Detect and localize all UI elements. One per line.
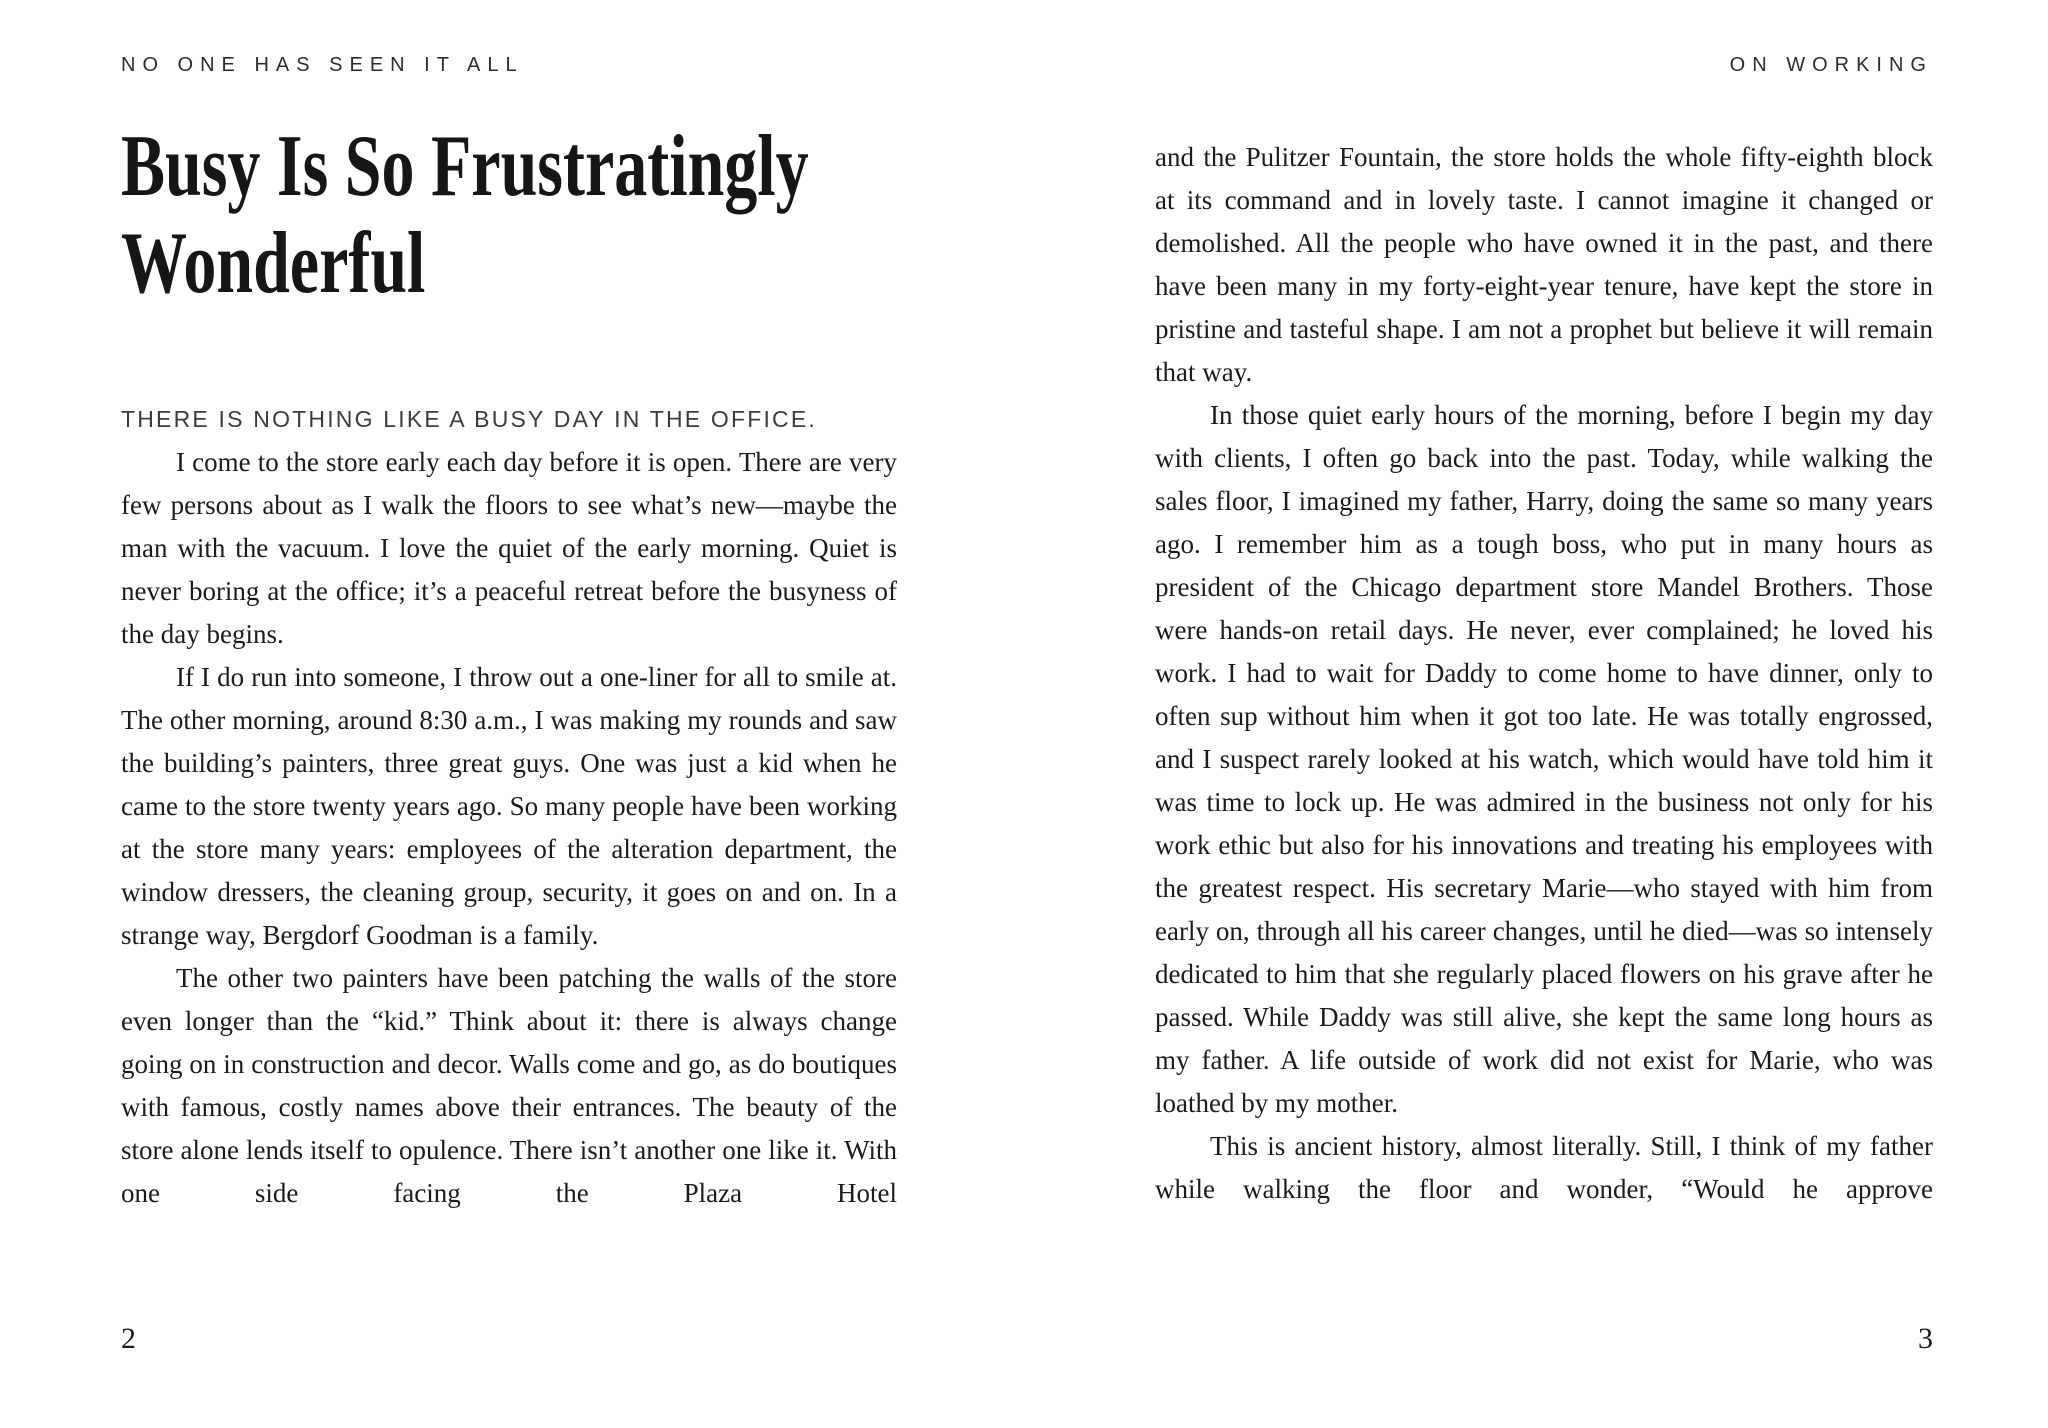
lead-in-line: THERE IS NOTHING LIKE A BUSY DAY IN THE OFFICE. <box>121 406 817 432</box>
running-header-left: NO ONE HAS SEEN IT ALL <box>121 54 524 76</box>
right-page <box>1155 0 1933 1428</box>
page-number-right: 3 <box>1918 1322 1933 1355</box>
left-page-body <box>121 398 897 1215</box>
body-paragraph: and the Pulitzer Fountain, the store holds the whole fifty-eighth block at its command and in lovely taste. I cannot imagine it changed or demolished. All the people who have owned it in the past, and there have been many in my forty-eight-year tenure, have kept the store in pristine and tasteful shape. I am not a prophet but believe it will remain that way. <box>1155 142 1933 387</box>
body-paragraph: I come to the store early each day before it is open. There are very few persons about as I walk the floors to see what’s new—maybe the man with the vacuum. I love the quiet of the early morning. Quiet is never boring at the office; it’s a peaceful retreat before the busyness of the day begins. <box>121 447 897 649</box>
chapter-title <box>121 118 946 312</box>
chapter-title-line-2: Wonderful <box>121 215 426 312</box>
body-paragraph: This is ancient history, almost literally. Still, I think of my father while walking the floor and wonder, “Would he approve <box>1155 1131 1933 1204</box>
body-paragraph: In those quiet early hours of the morning, before I begin my day with clients, I often go back into the past. Today, while walking the sales floor, I imagined my father, Harry, doing the same so many years ago. I remember him as a tough boss, who put in many hours as president of the Chicago department store Mandel Brothers. Those were hands-on retail days. He never, ever complained; he loved his work. I had to wait for Daddy to come home to have dinner, only to often sup without him when it got too late. He was totally engrossed, and I suspect rarely looked at his watch, which would have told him it was time to lock up. He was admired in the business not only for his work ethic but also for his innovations and treating his employees with the greatest respect. His secretary Marie—who stayed with him from early on, through all his career changes, until he died—was so intensely dedicated to him that she regularly placed flowers on his grave after he passed. While Daddy was still alive, she kept the same long hours as my father. A life outside of work did not exist for Marie, who was loathed by my mother. <box>1155 400 1933 1118</box>
chapter-title-line-1: Busy Is So Frustratingly <box>121 118 809 215</box>
body-paragraph: If I do run into someone, I throw out a one-liner for all to smile at. The other morning, around 8:30 a.m., I was making my rounds and saw the building’s painters, three great guys. One was just a kid when he came to the store twenty years ago. So many people have been working at the store many years: employees of the alteration department, the window dressers, the cleaning group, security, it goes on and on. In a strange way, Bergdorf Goodman is a family. <box>121 662 897 950</box>
page-number-left: 2 <box>121 1322 136 1355</box>
left-page <box>121 0 897 1428</box>
right-page-body <box>1155 136 1933 1211</box>
running-header-right: ON WORKING <box>1729 54 1933 76</box>
body-paragraph: The other two painters have been patching the walls of the store even longer than the “kid.” Think about it: there is always change going on in construction and decor. Walls come and go, as do boutiques with famous, costly names above their entrances. The beauty of the store alone lends itself to opulence. There isn’t another one like it. With one side facing the Plaza Hotel <box>121 963 897 1208</box>
